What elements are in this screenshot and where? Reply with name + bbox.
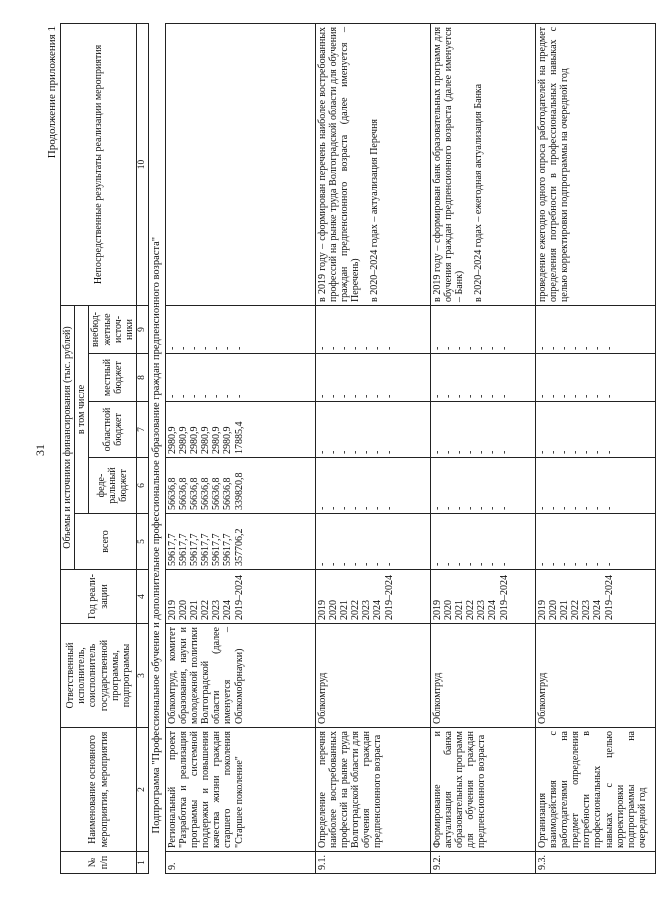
amount-value: - (350, 346, 362, 350)
year-value: 2021 (338, 600, 350, 620)
amount-value: 2980,9 (222, 426, 234, 454)
amount-value: - (316, 562, 328, 566)
amount-value: - (487, 394, 499, 398)
amount-value: - (222, 394, 234, 398)
row-years (535, 570, 655, 624)
amount-value: - (188, 394, 200, 398)
year-value: 2021 (188, 600, 200, 620)
year-value: 2019 (316, 600, 328, 620)
amount-value: - (453, 450, 465, 454)
row-results (165, 23, 315, 305)
row-extra (165, 305, 315, 353)
row-extra (535, 305, 655, 353)
year-value: 2019 (166, 600, 178, 620)
column-number: 8 (137, 354, 149, 402)
amount-value: - (442, 450, 454, 454)
subprogram-title: Подпрограмма "Профессиональное обучение и дополнительное профессиональное образование граждан предпенсионного возраста" (148, 23, 165, 873)
amount-value: - (233, 346, 245, 350)
amount-value: - (200, 394, 212, 398)
row-federal (430, 458, 535, 514)
amount-value: - (338, 450, 350, 454)
amount-value: - (372, 506, 384, 510)
amount-value: - (383, 506, 395, 510)
year-value: 2023 (211, 600, 223, 620)
amount-value: - (327, 562, 339, 566)
year-value: 2023 (581, 600, 593, 620)
col-header-incl: в том числе (75, 305, 89, 513)
amount-value: - (350, 450, 362, 454)
results-gap (361, 27, 369, 302)
results-gap (465, 27, 473, 302)
amount-value: - (476, 346, 488, 350)
amount-value: - (350, 394, 362, 398)
year-value: 2022 (570, 600, 582, 620)
amount-value: - (603, 562, 615, 566)
amount-value: 59617,7 (200, 533, 212, 566)
amount-value: 357706,2 (233, 528, 245, 566)
amount-value: - (592, 506, 604, 510)
column-number: 10 (137, 23, 149, 305)
amount-value: - (350, 506, 362, 510)
result-text: в 2019 году – сформирован перечень наиболее востребованных профессий на рынке труда Волгоградской области для обучения граждан предпенсионного возраста (далее именуется – Перечень) (316, 26, 362, 302)
amount-value: - (498, 346, 510, 350)
amount-value: 59617,7 (177, 533, 189, 566)
amount-value: - (476, 562, 488, 566)
amount-value: - (547, 450, 559, 454)
amount-value: - (558, 562, 570, 566)
year-value: 2019 (536, 600, 548, 620)
row-federal (315, 458, 430, 514)
amount-value: - (327, 346, 339, 350)
amount-value: - (166, 394, 178, 398)
amount-value: 59617,7 (166, 533, 178, 566)
amount-value: - (372, 562, 384, 566)
amount-value: - (442, 562, 454, 566)
column-number: 4 (137, 570, 149, 624)
row-regional (535, 402, 655, 458)
amount-value: - (570, 346, 582, 350)
page-number: 31 (33, 444, 47, 456)
amount-value: - (536, 394, 548, 398)
amount-value: - (558, 394, 570, 398)
row-total (535, 514, 655, 570)
amount-value: - (498, 562, 510, 566)
amount-value: - (558, 506, 570, 510)
amount-value: - (581, 562, 593, 566)
amount-value: - (316, 506, 328, 510)
amount-value: - (431, 506, 443, 510)
amount-value: - (316, 346, 328, 350)
year-value: 2024 (372, 600, 384, 620)
year-value: 2023 (361, 600, 373, 620)
row-local (430, 354, 535, 402)
column-number: 9 (137, 305, 149, 353)
row-local (315, 354, 430, 402)
amount-value: - (487, 506, 499, 510)
amount-value: 56636,8 (188, 477, 200, 510)
row-regional (315, 402, 430, 458)
year-value: 2019–2024 (603, 575, 615, 620)
year-value: 2024 (592, 600, 604, 620)
amount-value: - (361, 346, 373, 350)
table-row (430, 23, 535, 873)
amount-value: 2980,9 (188, 426, 200, 454)
amount-value: 56636,8 (211, 477, 223, 510)
year-value: 2021 (558, 600, 570, 620)
row-total (315, 514, 430, 570)
result-text: в 2020–2024 годах – актуализация Перечня (369, 118, 381, 302)
amount-value: 56636,8 (177, 477, 189, 510)
amount-value: - (581, 450, 593, 454)
amount-value: - (603, 346, 615, 350)
year-value: 2020 (327, 600, 339, 620)
amount-value: - (465, 506, 477, 510)
amount-value: - (603, 450, 615, 454)
amount-value: 2980,9 (166, 426, 178, 454)
amount-value: 2980,9 (200, 426, 212, 454)
amount-value: - (166, 346, 178, 350)
year-value: 2022 (350, 600, 362, 620)
funding-table (60, 23, 656, 874)
row-federal (165, 458, 315, 514)
amount-value: - (498, 506, 510, 510)
amount-value: 2980,9 (177, 426, 189, 454)
row-number: 9.3. (535, 852, 655, 874)
result-text: проведение ежегодно одного опроса работодателей на предмет определения потребности в профессиональных навыках с целью корректировки подпрограммы на очередной год (536, 26, 570, 302)
year-value: 2019–2024 (498, 575, 510, 620)
amount-value: - (383, 346, 395, 350)
amount-value: - (177, 394, 189, 398)
amount-value: 56636,8 (200, 477, 212, 510)
col-header-local: местный бюджет (89, 354, 137, 402)
amount-value: - (558, 346, 570, 350)
amount-value: - (547, 394, 559, 398)
amount-value: - (383, 394, 395, 398)
year-value: 2019–2024 (383, 575, 395, 620)
amount-value: - (442, 394, 454, 398)
column-number: 5 (137, 514, 149, 570)
column-number: 3 (137, 624, 149, 728)
amount-value: - (476, 506, 488, 510)
amount-value: - (453, 506, 465, 510)
amount-value: - (200, 346, 212, 350)
amount-value: - (372, 346, 384, 350)
amount-value: - (383, 450, 395, 454)
year-value: 2024 (222, 600, 234, 620)
table-row (315, 23, 430, 873)
amount-value: - (536, 562, 548, 566)
amount-value: - (570, 450, 582, 454)
year-value: 2022 (200, 600, 212, 620)
amount-value: 59617,7 (188, 533, 200, 566)
row-extra (430, 305, 535, 353)
amount-value: - (476, 450, 488, 454)
amount-value: - (350, 562, 362, 566)
rotated-content (32, 20, 649, 880)
amount-value: - (476, 394, 488, 398)
amount-value: - (361, 506, 373, 510)
amount-value: 56636,8 (166, 477, 178, 510)
amount-value: - (465, 450, 477, 454)
column-number: 7 (137, 402, 149, 458)
year-value: 2019–2024 (233, 575, 245, 620)
amount-value: - (547, 346, 559, 350)
amount-value: - (177, 346, 189, 350)
amount-value: - (536, 450, 548, 454)
amount-value: 17885,4 (233, 421, 245, 454)
col-header-funding: Объемы и источники финансирования (тыс. рублей) (61, 305, 75, 569)
year-value: 2020 (177, 600, 189, 620)
amount-value: - (570, 394, 582, 398)
year-value: 2022 (465, 600, 477, 620)
amount-value: 56636,8 (222, 477, 234, 510)
row-executor: Облкомтруд (315, 624, 430, 728)
amount-value: - (558, 450, 570, 454)
row-years (165, 570, 315, 624)
amount-value: - (338, 346, 350, 350)
row-extra (315, 305, 430, 353)
amount-value: - (361, 450, 373, 454)
row-results (430, 23, 535, 305)
amount-value: - (372, 394, 384, 398)
amount-value: - (453, 562, 465, 566)
year-value: 2023 (476, 600, 488, 620)
amount-value: - (327, 450, 339, 454)
amount-value: - (372, 450, 384, 454)
amount-value: - (211, 394, 223, 398)
amount-value: - (465, 394, 477, 398)
col-header-executor: Ответственный исполнитель, соисполнитель государственной программы, подпрограммы (61, 624, 137, 728)
column-number-row (137, 23, 149, 873)
col-header-federal: феде-ральный бюджет (89, 458, 137, 514)
amount-value: - (361, 562, 373, 566)
amount-value: - (453, 346, 465, 350)
row-executor: Облкомтруд, комитет образования, науки и молодежной политики Волгоградской области (далее именуется – Облкомобрнауки) (165, 624, 315, 728)
table-row (535, 23, 655, 873)
amount-value: - (211, 346, 223, 350)
amount-value: - (327, 394, 339, 398)
col-header-regional: областной бюджет (89, 402, 137, 458)
row-number: 9.2. (430, 852, 535, 874)
col-header-extra: внебюд-жетные источ-ники (89, 305, 137, 353)
row-name: Региональный проект "Разработка и реализация программы системной поддержки и повышения качества жизни граждан старшего поколения "Старшее поколение" (165, 728, 315, 852)
row-executor: Облкомтруд (535, 624, 655, 728)
amount-value: - (188, 346, 200, 350)
amount-value: - (536, 506, 548, 510)
amount-value: - (233, 394, 245, 398)
amount-value: - (498, 450, 510, 454)
continuation-label: Продолжение приложения 1 (46, 26, 58, 159)
year-value: 2019 (431, 600, 443, 620)
row-local (535, 354, 655, 402)
amount-value: - (581, 394, 593, 398)
year-value: 2021 (453, 600, 465, 620)
result-text: в 2020–2024 годах – ежегодная актуализация Банка (473, 83, 485, 302)
amount-value: - (316, 394, 328, 398)
amount-value: - (361, 394, 373, 398)
amount-value: - (327, 506, 339, 510)
amount-value: 59617,7 (222, 533, 234, 566)
result-text: в 2019 году – сформирован банк образовательных программ для обучения граждан предпенсионного возраста (далее именуется – Банк) (431, 26, 465, 302)
row-name: Формирование и актуализация банка образовательных программ для обучения граждан предпенсионного возраста (430, 728, 535, 852)
amount-value: - (581, 346, 593, 350)
amount-value: - (338, 394, 350, 398)
col-header-results: Непосредственные результаты реализации мероприятия (61, 23, 137, 305)
amount-value: - (431, 562, 443, 566)
amount-value: - (383, 562, 395, 566)
col-header-name: Наименование основного мероприятия, мероприятия (61, 728, 137, 852)
row-local (165, 354, 315, 402)
amount-value: - (581, 506, 593, 510)
col-header-no: № п/п (61, 852, 137, 874)
amount-value: 339820,8 (233, 472, 245, 510)
amount-value: - (222, 346, 234, 350)
amount-value: 2980,9 (211, 426, 223, 454)
amount-value: - (592, 450, 604, 454)
amount-value: - (487, 450, 499, 454)
amount-value: - (465, 562, 477, 566)
year-value: 2020 (547, 600, 559, 620)
amount-value: - (498, 394, 510, 398)
amount-value: - (338, 506, 350, 510)
amount-value: - (431, 346, 443, 350)
amount-value: - (442, 346, 454, 350)
amount-value: - (547, 506, 559, 510)
amount-value: - (570, 506, 582, 510)
amount-value: - (316, 450, 328, 454)
row-name: Организация взаимодействия с работодателями на предмет определения потребности в профессиональных навыках с целью корректировки подпрограммы на очередной год (535, 728, 655, 852)
table-row (165, 23, 315, 873)
col-header-year: Год реали-зации (61, 570, 137, 624)
amount-value: - (603, 506, 615, 510)
row-results (535, 23, 655, 305)
amount-value: - (487, 346, 499, 350)
amount-value: - (570, 562, 582, 566)
amount-value: - (487, 562, 499, 566)
amount-value: 59617,7 (211, 533, 223, 566)
column-number: 1 (137, 852, 149, 874)
amount-value: - (465, 346, 477, 350)
column-number: 2 (137, 728, 149, 852)
year-value: 2020 (442, 600, 454, 620)
row-regional (430, 402, 535, 458)
amount-value: - (592, 562, 604, 566)
amount-value: - (547, 562, 559, 566)
row-years (430, 570, 535, 624)
amount-value: - (592, 346, 604, 350)
amount-value: - (536, 346, 548, 350)
column-number: 6 (137, 458, 149, 514)
amount-value: - (338, 562, 350, 566)
row-number: 9.1. (315, 852, 430, 874)
row-results (315, 23, 430, 305)
year-value: 2024 (487, 600, 499, 620)
row-executor: Облкомтруд (430, 624, 535, 728)
row-number: 9. (165, 852, 315, 874)
row-regional (165, 402, 315, 458)
row-years (315, 570, 430, 624)
row-federal (535, 458, 655, 514)
subprogram-row (148, 23, 165, 873)
amount-value: - (453, 394, 465, 398)
row-total (165, 514, 315, 570)
amount-value: - (442, 506, 454, 510)
row-total (430, 514, 535, 570)
amount-value: - (431, 394, 443, 398)
col-header-total: всего (75, 514, 137, 570)
row-name: Определение перечня наиболее востребованных профессий на рынке труда Волгоградской области для обучения граждан предпенсионного возраста (315, 728, 430, 852)
amount-value: - (592, 394, 604, 398)
amount-value: - (603, 394, 615, 398)
amount-value: - (431, 450, 443, 454)
